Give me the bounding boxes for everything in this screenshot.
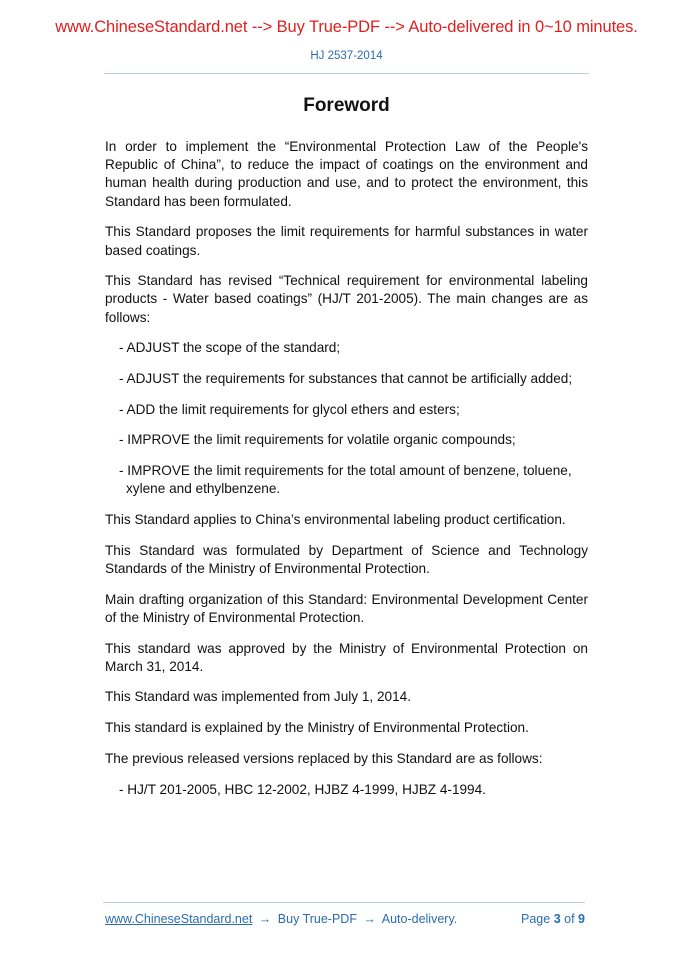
top-banner: www.ChineseStandard.net --> Buy True-PDF --> Auto-delivered in 0~10 minutes. bbox=[55, 18, 638, 36]
paragraph: This Standard was formulated by Department of Science and Technology Standards of the Ministry of Environmental Protection. bbox=[105, 542, 588, 576]
changes-list bbox=[105, 339, 588, 498]
paragraph: In order to implement the “Environmental Protection Law of the People's Republic of China”, to reduce the impact of coatings on the environment and human health during production and use, and to protect the environment, this Standard has been formulated. bbox=[105, 139, 588, 209]
list-item: - ADJUST the requirements for substances that cannot be artificially added; bbox=[119, 371, 573, 387]
list-item: - ADJUST the scope of the standard; bbox=[119, 340, 341, 356]
list-item: - ADD the limit requirements for glycol ethers and esters; bbox=[119, 401, 460, 417]
page-label: Page bbox=[521, 912, 551, 926]
paragraph: This standard is explained by the Ministry of Environmental Protection. bbox=[105, 720, 529, 736]
of-label: of bbox=[564, 912, 575, 926]
footer-divider bbox=[103, 902, 585, 903]
page-indicator bbox=[521, 912, 585, 926]
document-code: HJ 2537-2014 bbox=[310, 50, 383, 62]
paragraph: This standard was approved by the Ministry of Environmental Protection on March 31, 2014. bbox=[105, 640, 588, 674]
header-divider bbox=[104, 73, 589, 74]
page-current: 3 bbox=[553, 912, 561, 926]
footer bbox=[105, 912, 585, 926]
previous-versions-item: - HJ/T 201-2005, HBC 12-2002, HJBZ 4-1999, HJBZ 4-1994. bbox=[119, 781, 486, 797]
page-title: Foreword bbox=[303, 95, 390, 116]
paragraph: This Standard was implemented from July 1, 2014. bbox=[105, 689, 412, 705]
document-body bbox=[105, 138, 588, 811]
footer-step-buy: Buy True-PDF bbox=[277, 912, 357, 926]
website-link[interactable]: www.ChineseStandard.net bbox=[105, 912, 253, 926]
list-item: - IMPROVE the limit requirements for volatile organic compounds; bbox=[119, 432, 516, 448]
page-total: 9 bbox=[578, 912, 585, 926]
paragraph: Main drafting organization of this Standard: Environmental Development Center of the Ministry of Environmental Protection. bbox=[105, 591, 588, 625]
arrow-right-icon: → bbox=[363, 912, 376, 926]
paragraph: This Standard proposes the limit requirements for harmful substances in water based coatings. bbox=[105, 224, 588, 258]
paragraph: This Standard has revised “Technical requirement for environmental labeling products - Water based coatings” (HJ/T 201-2005). The main changes are as follows: bbox=[105, 273, 588, 325]
footer-left bbox=[105, 912, 457, 926]
list-item: - IMPROVE the limit requirements for the total amount of benzene, toluene, xylene and ethylbenzene. bbox=[119, 463, 572, 497]
footer-step-delivery: Auto-delivery. bbox=[381, 912, 458, 926]
paragraph: The previous released versions replaced by this Standard are as follows: bbox=[105, 750, 543, 766]
arrow-right-icon: → bbox=[258, 912, 272, 926]
paragraph: This Standard applies to China’s environmental labeling product certification. bbox=[105, 512, 566, 528]
